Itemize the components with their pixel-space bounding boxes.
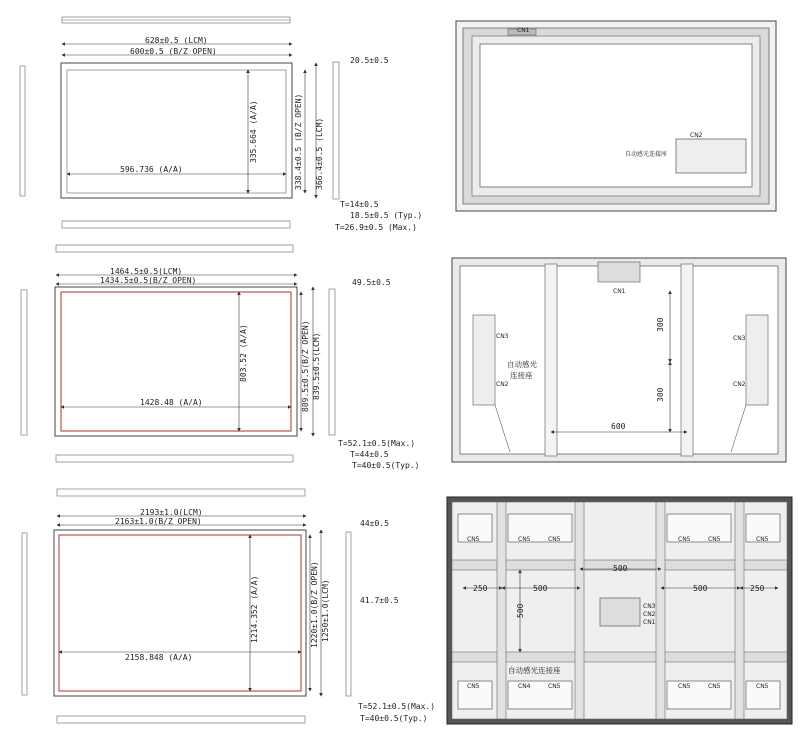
medium-lcm-height: 839.5±0.5(LCM) — [312, 332, 321, 400]
back-medium-cn3-right: CN3 — [733, 335, 746, 342]
large-side-top: 44±0.5 — [360, 519, 389, 528]
small-bz-height: 338.4±0.5 (B/Z OPEN) — [294, 93, 303, 190]
small-thickness-3: T=26.9±0.5 (Max.) — [335, 223, 417, 232]
back-large-cn5-br: CN5 — [756, 683, 769, 690]
back-large-cn5-box-bm2 — [667, 681, 731, 709]
back-medium-cn1: CN1 — [613, 288, 626, 295]
back-medium-rail-left — [545, 264, 557, 456]
small-bottom-strip — [62, 221, 290, 228]
back-large-dim-500-top: 500 — [613, 564, 628, 573]
medium-thickness-2: T=44±0.5 — [350, 450, 389, 459]
small-right-side — [333, 62, 339, 199]
back-medium-dim-300-bottom: 300 — [656, 387, 665, 402]
back-small-cn1: CN1 — [517, 27, 530, 34]
back-large-sensor-label: 自动感光连接座 — [508, 666, 561, 675]
back-large-cn5-tm2b: CN5 — [708, 536, 721, 543]
small-thickness-2: 18.5±0.5 (Typ.) — [350, 211, 423, 220]
back-large-cn2: CN2 — [643, 611, 656, 618]
medium-front-inner — [61, 292, 291, 431]
large-lcm-height: 1250±1.0(LCM) — [321, 579, 330, 642]
medium-side-top: 49.5±0.5 — [352, 278, 391, 287]
back-large-cn5-tm1b: CN5 — [548, 536, 561, 543]
back-medium-cn3-left: CN3 — [496, 333, 509, 340]
medium-front-outer — [55, 287, 297, 436]
large-front-outer — [54, 530, 306, 696]
back-large-cn5-bm2b: CN5 — [708, 683, 721, 690]
large-drawing — [22, 489, 435, 723]
large-top-width-bz: 2163±1.0(B/Z OPEN) — [115, 517, 202, 526]
small-top-width-bz: 600±0.5 (B/Z OPEN) — [130, 47, 217, 56]
back-large-cn4-bm1: CN4 — [518, 683, 531, 690]
medium-bz-height: 809.5±0.5(B/Z OPEN) — [301, 320, 310, 412]
large-bottom-strip — [57, 716, 305, 723]
medium-top-width-lcm: 1464.5±0.5(LCM) — [110, 267, 183, 276]
back-medium-sensor-line2: 连接座 — [510, 371, 533, 380]
back-large-cn5-bm2a: CN5 — [678, 683, 691, 690]
large-bz-height: 1220±1.0(B/Z OPEN) — [310, 561, 319, 648]
large-aa-width: 2158.848 (A/A) — [125, 653, 193, 662]
large-thickness-2: T=40±0.5(Typ.) — [360, 714, 428, 723]
back-small-sensor-label: 自动感光连接座 — [625, 151, 668, 158]
large-left-side — [22, 533, 27, 695]
back-medium-board-right — [746, 315, 768, 405]
small-drawing — [20, 17, 422, 232]
back-large-cn5-tr: CN5 — [756, 536, 769, 543]
small-thickness-1: T=14±0.5 — [340, 200, 379, 209]
back-medium-cn1-board — [598, 262, 640, 282]
back-medium-sensor-line1: 自动感光 — [507, 360, 537, 369]
large-top-width-lcm: 2193±1.0(LCM) — [140, 508, 203, 517]
back-medium-cn2-left: CN2 — [496, 381, 509, 388]
back-large-cn5-bm1b: CN5 — [548, 683, 561, 690]
back-large-dim-250-right: 250 — [750, 584, 765, 593]
small-aa-width: 596.736 (A/A) — [120, 165, 183, 174]
back-medium-dim-600: 600 — [611, 422, 626, 431]
small-top-width-lcm: 628±0.5 (LCM) — [145, 36, 208, 45]
back-large-cn5-tm1a: CN5 — [518, 536, 531, 543]
medium-aa-width: 1428.48 (A/A) — [140, 398, 203, 407]
medium-bottom-strip — [56, 455, 293, 462]
medium-aa-height: 803.52 (A/A) — [239, 324, 248, 382]
back-large-cn5-tm2a: CN5 — [678, 536, 691, 543]
back-small — [456, 21, 776, 211]
large-top-strip — [57, 489, 305, 496]
back-large-dim-500-b: 500 — [693, 584, 708, 593]
large-side-mid: 41.7±0.5 — [360, 596, 399, 605]
back-medium-cn2-right: CN2 — [733, 381, 746, 388]
medium-right-side — [329, 289, 335, 435]
medium-thickness-3: T=40±0.5(Typ.) — [352, 461, 420, 470]
small-left-side — [20, 66, 25, 196]
medium-left-side — [21, 290, 27, 435]
back-large-dim-500-vert: 500 — [516, 603, 525, 618]
back-large-cn5-bl: CN5 — [467, 683, 480, 690]
back-medium-board-left — [473, 315, 495, 405]
medium-thickness-1: T=52.1±0.5(Max.) — [338, 439, 416, 448]
back-large-cn5-box-tm2 — [667, 514, 731, 542]
back-small-cn2-board — [676, 139, 746, 173]
back-large-cn1: CN1 — [643, 619, 656, 626]
large-right-side — [346, 532, 351, 696]
large-front-inner — [59, 535, 301, 691]
back-small-cn2: CN2 — [690, 132, 703, 139]
small-side-top: 20.5±0.5 — [350, 56, 389, 65]
back-medium — [452, 258, 786, 462]
large-aa-height: 1214.352 (A/A) — [250, 575, 259, 643]
small-lcm-height: 366.4±0.5 (LCM) — [315, 117, 324, 190]
back-medium-rail-right — [681, 264, 693, 456]
back-medium-dim-300-top: 300 — [656, 317, 665, 332]
medium-top-width-bz: 1434.5±0.5(B/Z OPEN) — [100, 276, 197, 285]
back-large-dim-250-left: 250 — [473, 584, 488, 593]
medium-drawing — [21, 245, 419, 470]
back-large-cn5-tl: CN5 — [467, 536, 480, 543]
back-large-cn3: CN3 — [643, 603, 656, 610]
medium-top-strip — [56, 245, 293, 252]
back-large-dim-500-a: 500 — [533, 584, 548, 593]
back-large-center-board — [600, 598, 640, 626]
back-large — [447, 497, 792, 724]
large-thickness-1: T=52.1±0.5(Max.) — [358, 702, 436, 711]
small-aa-height: 335.664 (A/A) — [249, 100, 258, 163]
